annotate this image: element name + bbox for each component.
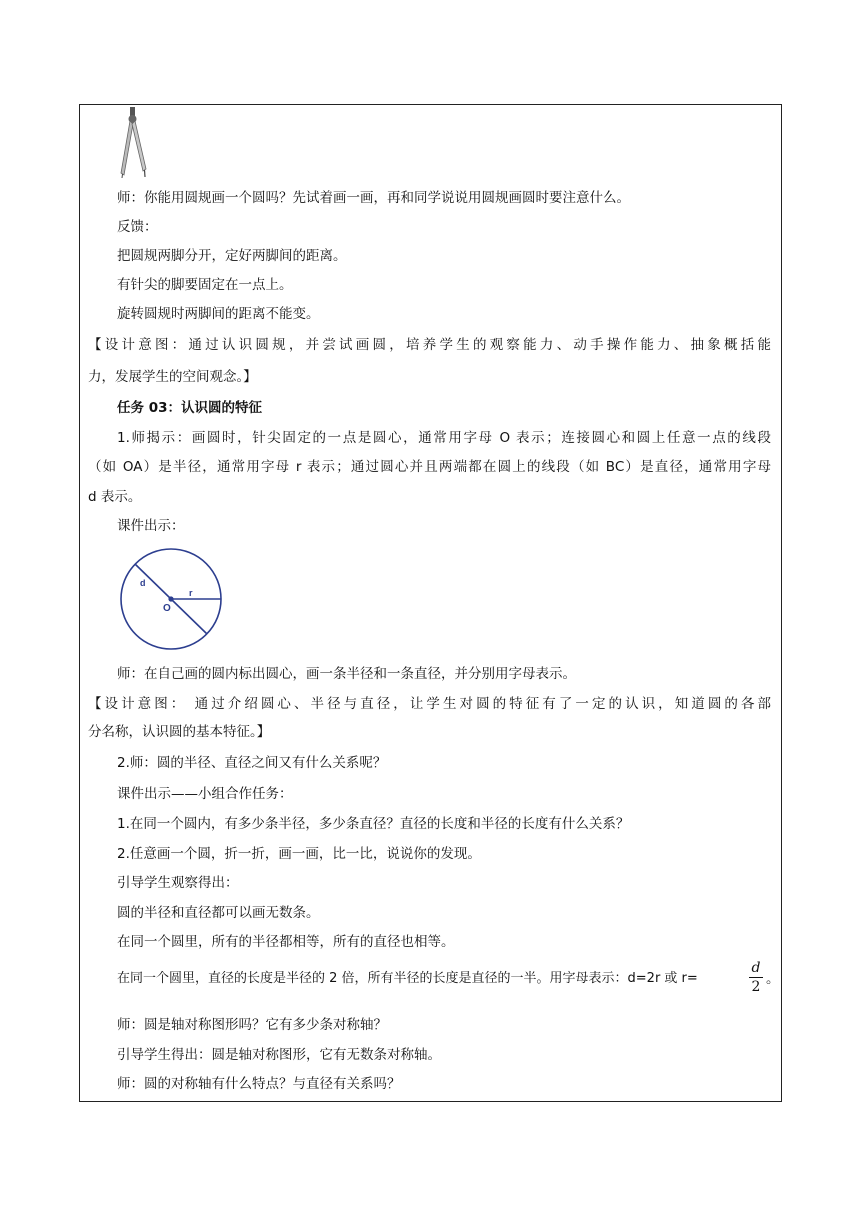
text-line: 有针尖的脚要固定在一点上。 (117, 277, 293, 293)
text-line: 分名称，认识圆的基本特征。】 (88, 724, 271, 740)
compass-icon (113, 107, 153, 179)
text-line: 师：圆的对称轴有什么特点？与直径有关系吗？ (117, 1076, 401, 1092)
text-line: 2.师：圆的半径、直径之间又有什么关系呢？ (117, 755, 387, 771)
center-point (168, 596, 173, 601)
text-line: 引导学生得出：圆是轴对称图形，它有无数条对称轴。 (117, 1047, 441, 1063)
text-line: 在同一个圆里，直径的长度是半径的 2 倍，所有半径的长度是直径的一半。用字母表示：d=2r 或 r= (117, 971, 698, 986)
fraction-bar (749, 977, 763, 978)
label-r: r (189, 588, 193, 598)
text-line: 课件出示： (117, 518, 185, 534)
text-line: 。 (766, 971, 780, 987)
text-line: 师：在自己画的圆内标出圆心，画一条半径和一条直径，并分别用字母表示。 (117, 666, 576, 682)
circle-diagram (118, 543, 226, 651)
fraction-denominator: 2 (751, 979, 761, 995)
text-line: （如 OA）是半径，通常用字母 r 表示；通过圆心并且两端都在圆上的线段（如 BC）是直径，通常用字母 (88, 459, 771, 475)
text-line: 1.在同一个圆内，有多少条半径，多少条直径？直径的长度和半径的长度有什么关系？ (117, 816, 630, 832)
text-line: 师：圆是轴对称图形吗？它有多少条对称轴？ (117, 1017, 387, 1033)
text-line: 【设计意图： 通过介绍圆心、半径与直径，让学生对圆的特征有了一定的认识，知道圆的各部 (88, 696, 771, 712)
text-line: d 表示。 (88, 489, 142, 505)
text-line: 旋转圆规时两脚间的距离不能变。 (117, 306, 320, 322)
text-line: 2.任意画一个圆，折一折，画一画，比一比，说说你的发现。 (117, 846, 481, 862)
text-line: 在同一个圆里，所有的半径都相等，所有的直径也相等。 (117, 934, 455, 950)
section-title: 任务 03：认识圆的特征 (117, 400, 262, 416)
text-line: 圆的半径和直径都可以画无数条。 (117, 905, 320, 921)
text-line: 把圆规两脚分开，定好两脚间的距离。 (117, 248, 347, 264)
text-line: 1.师揭示：画圆时，针尖固定的一点是圆心，通常用字母 O 表示；连接圆心和圆上任意一点的线段 (117, 430, 771, 446)
text-line: 【设计意图：通过认识圆规，并尝试画圆，培养学生的观察能力、动手操作能力、抽象概括能 (88, 337, 771, 353)
text-line: 师：你能用圆规画一个圆吗？先试着画一画，再和同学说说用圆规画圆时要注意什么。 (117, 190, 630, 206)
text-line: 引导学生观察得出： (117, 875, 239, 891)
text-line: 力，发展学生的空间观念。】 (88, 369, 257, 385)
text-line: 反馈： (117, 219, 158, 235)
fraction-d-over-2 (749, 960, 763, 995)
label-o: O (163, 603, 171, 614)
fraction-numerator: d (751, 960, 761, 976)
label-d: d (140, 578, 146, 588)
text-line: 课件出示——小组合作任务： (117, 786, 293, 802)
